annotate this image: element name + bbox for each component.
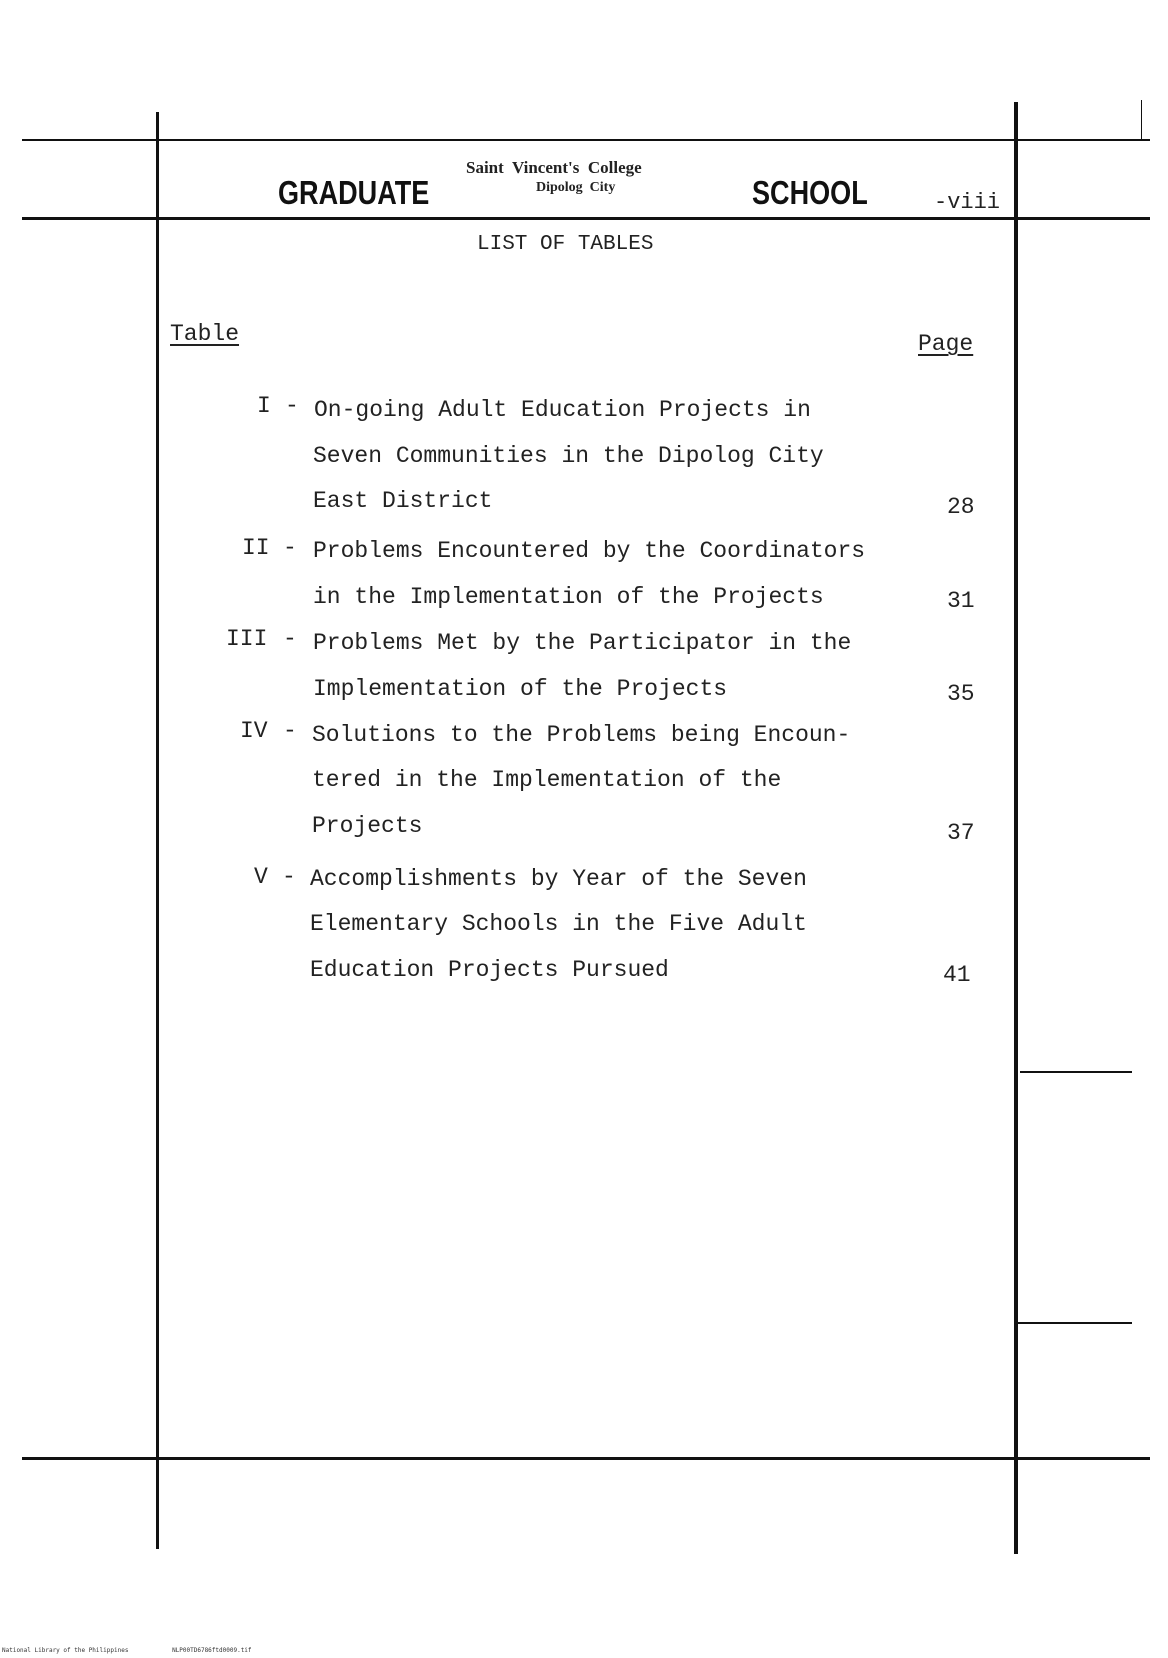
entry-numeral: IV [240, 718, 268, 744]
entry-title-line: tered in the Implementation of the [312, 767, 782, 793]
entry-page: 41 [943, 962, 971, 988]
entry-title-line: Education Projects Pursued [310, 957, 669, 983]
entry-title-line: Seven Communities in the Dipolog City [313, 443, 824, 469]
entry-page: 35 [947, 681, 975, 707]
entry-title-line: On-going Adult Education Projects in [314, 397, 811, 423]
college-city: Dipolog City [536, 180, 616, 195]
entry-page: 37 [947, 820, 975, 846]
page-title: LIST OF TABLES [477, 233, 654, 256]
scan-footer [2, 1647, 292, 1654]
entry-dash: - [285, 393, 299, 419]
bottom-border-line [22, 1457, 1150, 1460]
header-school: SCHOOL [752, 174, 868, 211]
entry-title-line: Projects [312, 813, 423, 839]
page-column-header: Page [918, 331, 974, 357]
table-column-header: Table [170, 321, 240, 347]
entry-numeral: II [242, 535, 270, 561]
right-tab-line-upper [1020, 1071, 1132, 1073]
entry-title-line: East District [313, 488, 493, 514]
entry-title-line: Problems Encountered by the Coordinators [313, 538, 866, 564]
page-number: -viii [934, 190, 1001, 215]
top-border-line [22, 139, 1150, 141]
entry-page: 31 [947, 588, 975, 614]
far-right-edge-line [1141, 100, 1142, 140]
entry-title-line: Accomplishments by Year of the Seven [310, 866, 807, 892]
entry-dash: - [283, 626, 297, 652]
entry-title-line: Implementation of the Projects [313, 676, 728, 702]
entry-title-line: Solutions to the Problems being Encoun- [312, 722, 851, 748]
entry-title-line: Elementary Schools in the Five Adult [310, 911, 807, 937]
footer-file-id: NLP00TD6786ftd0009.tif [172, 1647, 252, 1654]
entry-dash: - [283, 535, 297, 561]
right-tab-line-lower [1018, 1322, 1132, 1324]
college-name: Saint Vincent's College [466, 158, 642, 177]
entry-page: 28 [947, 494, 975, 520]
header-graduate: GRADUATE [278, 174, 430, 211]
right-margin-line [1014, 102, 1018, 1554]
entry-title-line: in the Implementation of the Projects [313, 584, 824, 610]
left-margin-line [156, 112, 159, 1549]
header-divider-line [22, 217, 1150, 220]
entry-title-line: Problems Met by the Participator in the [313, 630, 852, 656]
entry-dash: - [282, 864, 296, 890]
entry-dash: - [283, 718, 297, 744]
entry-numeral: I [257, 393, 271, 419]
footer-library: National Library of the Philippines [2, 1647, 129, 1654]
entry-numeral: V [254, 864, 268, 890]
entry-numeral: III [226, 626, 268, 652]
